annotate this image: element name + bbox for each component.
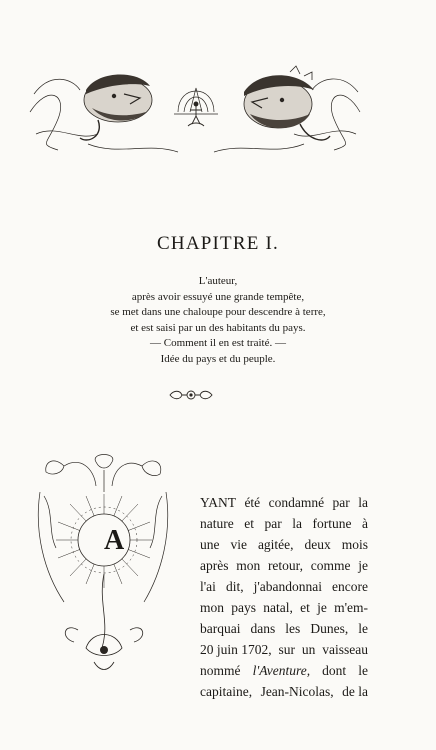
text-line: barquai dans les Dunes, le: [200, 621, 368, 636]
summary-line: — Comment il en est traité. —: [150, 337, 286, 349]
text-line: capitaine, Jean-Nicolas, de la: [200, 684, 368, 699]
text-line: mon pays natal, et je m'em-: [200, 600, 368, 615]
summary-line: après avoir essuyé une grande tempête,: [131, 290, 305, 303]
summary-line: L'auteur,: [198, 275, 238, 287]
text-line: une vie agitée, deux mois: [200, 537, 368, 552]
text-line: YANT été condamné par la: [200, 495, 368, 510]
chapter-summary: [0, 274, 436, 367]
initial-letter: A: [104, 525, 125, 556]
text-line: après mon retour, comme je: [200, 558, 368, 573]
summary-line: et est saisi par un des habitants du pays.: [130, 321, 306, 334]
text-line: 20 juin 1702, sur un vaisseau: [200, 642, 368, 657]
headpiece-engraving: [28, 64, 366, 156]
summary-line: se met dans une chaloupe pour descendre à terre,: [110, 306, 326, 318]
text-line: l'ai dit, j'abandonnai encore: [200, 579, 368, 594]
decorated-initial-frame: [34, 452, 172, 684]
text-line: nommé l'Aventure, dont le: [200, 663, 368, 678]
text-line: nature et par la fortune à: [200, 516, 368, 531]
ornament-divider: [166, 388, 216, 402]
body-paragraph: [200, 492, 368, 702]
summary-line: Idée du pays et du peuple.: [160, 352, 276, 365]
chapter-title: CHAPITRE I.: [157, 233, 279, 254]
